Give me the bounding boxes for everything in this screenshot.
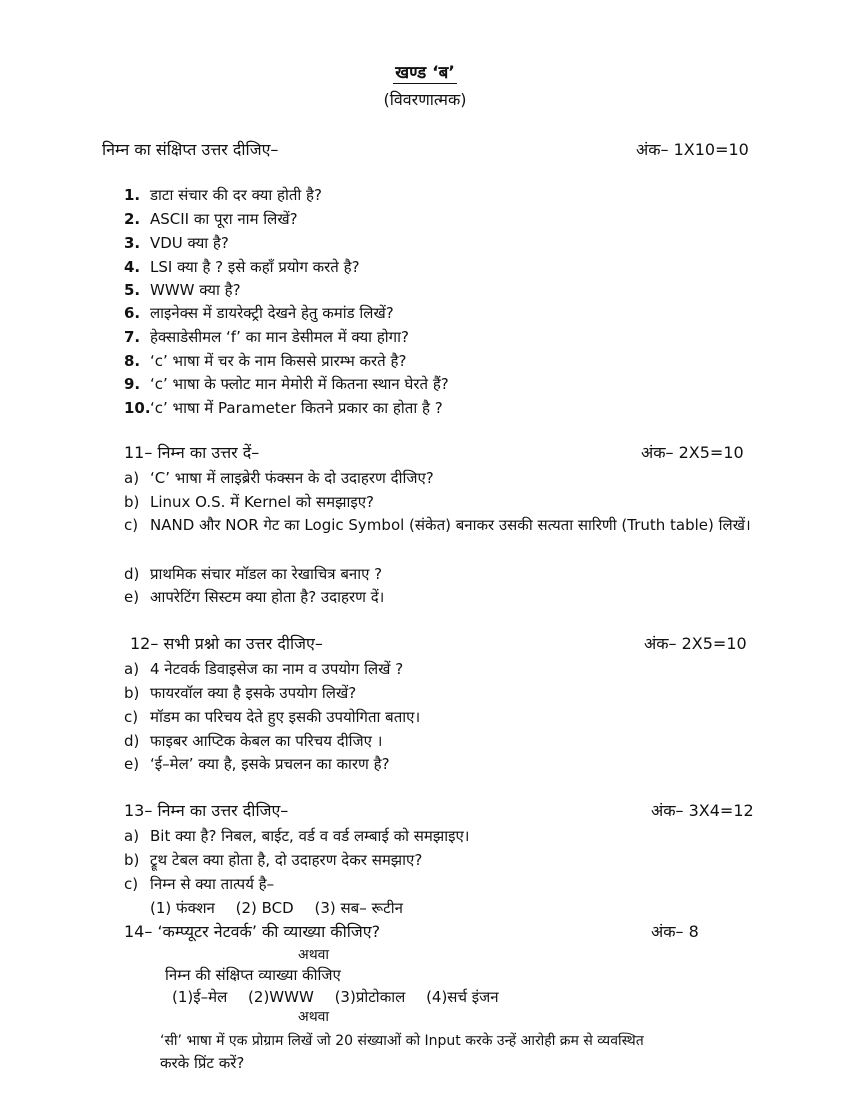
option: (2)WWW: [248, 988, 314, 1006]
q14-options: [172, 986, 515, 1008]
or-divider: अथवा: [298, 1009, 330, 1025]
list-item: c) निम्न से क्या तात्पर्य है–: [124, 875, 275, 893]
list-item: e) ‘ई–मेल’ क्या है, इसके प्रचलन का कारण है?: [124, 755, 390, 773]
list-item: e) आपरेटिंग सिस्टम क्या होता है? उदाहरण दें।: [124, 588, 385, 606]
or-divider: अथवा: [298, 947, 330, 963]
list-item: b) ट्रूथ टेबल क्या होता है, दो उदाहरण देकर समझाए?: [124, 851, 423, 869]
option: (3) सब– रूटीन: [314, 899, 403, 917]
q14-program-line: ‘सी’ भाषा में एक प्रोग्राम लिखें जो 20 संख्याओं को Input करके उन्हें आरोही क्रम से व्यवस्थित: [160, 1033, 644, 1049]
list-item: a) Bit क्या है? निबल, बाईट, वर्ड व वर्ड लम्बाई को समझाइए।: [124, 827, 470, 845]
q13-heading: 13– निम्न का उत्तर दीजिए–: [124, 801, 289, 820]
q12-heading: 12– सभी प्रश्नो का उत्तर दीजिए–: [130, 634, 323, 653]
option: (1) फंक्शन: [150, 899, 215, 917]
q13-marks: अंक– 3X4=12: [651, 801, 754, 820]
question-item: 8. ‘c’ भाषा में चर के नाम किससे प्रारम्भ करते है?: [124, 352, 407, 370]
question-item: 2. ASCII का पूरा नाम लिखें?: [124, 210, 298, 228]
question-item: 9. ‘c’ भाषा के फ्लोट मान मेमोरी में कितना स्थान घेरते हैं?: [124, 375, 449, 393]
q11-marks: अंक– 2X5=10: [641, 443, 744, 462]
short-answer-heading: निम्न का संक्षिप्त उत्तर दीजिए–: [102, 140, 279, 159]
option: (3)प्रोटोकाल: [334, 988, 406, 1006]
list-item: d) प्राथमिक संचार मॉडल का रेखाचित्र बनाए ?: [124, 565, 383, 583]
question-item: 5. WWW क्या है?: [124, 281, 241, 299]
question-item: 7. हेक्साडेसीमल ‘f’ का मान डेसीमल में क्या होगा?: [124, 328, 409, 346]
question-item: 4. LSI क्या है ? इसे कहाँ प्रयोग करते है?: [124, 258, 360, 276]
question-item: 3. VDU क्या है?: [124, 234, 229, 252]
list-item: c) मॉडम का परिचय देते हुए इसकी उपयोगिता बताए।: [124, 708, 421, 726]
q14-marks: अंक– 8: [651, 922, 699, 941]
q13-options: [150, 897, 419, 919]
q12-marks: अंक– 2X5=10: [644, 634, 747, 653]
list-item: c) NAND और NOR गेट का Logic Symbol (संकेत) बनाकर उसकी सत्यता सारिणी (Truth table) लिखें।: [124, 516, 751, 534]
q11-heading: 11– निम्न का उत्तर दें–: [124, 443, 260, 462]
question-item: 1. डाटा संचार की दर क्या होती है?: [124, 186, 322, 204]
question-item: 6. लाइनेक्स में डायरेक्ट्री देखने हेतु कमांड लिखें?: [124, 304, 394, 322]
list-item: a) ‘C’ भाषा में लाइब्रेरी फंक्सन के दो उदाहरण दीजिए?: [124, 469, 434, 487]
list-item: d) फाइबर आप्टिक केबल का परिचय दीजिए ।: [124, 732, 383, 750]
q14-program-line: करके प्रिंट करें?: [160, 1054, 245, 1072]
short-answer-marks: अंक– 1X10=10: [636, 140, 749, 159]
question-item: 10.‘c’ भाषा में Parameter कितने प्रकार का होता है ?: [124, 399, 443, 417]
list-item: b) फायरवॉल क्या है इसके उपयोग लिखें?: [124, 684, 357, 702]
option: (2) BCD: [235, 899, 294, 917]
list-item: a) 4 नेटवर्क डिवाइसेज का नाम व उपयोग लिखें ?: [124, 660, 404, 678]
option: (1)ई–मेल: [172, 988, 228, 1006]
section-title: खण्ड ‘ब’: [395, 63, 455, 83]
section-subtitle: (विवरणात्मक): [383, 90, 467, 109]
q14-alt-heading: निम्न की संक्षिप्त व्याख्या कीजिए: [165, 966, 341, 984]
list-item: b) Linux O.S. में Kernel को समझाइए?: [124, 493, 374, 511]
option: (4)सर्च इंजन: [426, 988, 499, 1006]
q14-heading: 14– ‘कम्प्यूटर नेटवर्क’ की व्याख्या कीजिए?: [124, 922, 381, 941]
